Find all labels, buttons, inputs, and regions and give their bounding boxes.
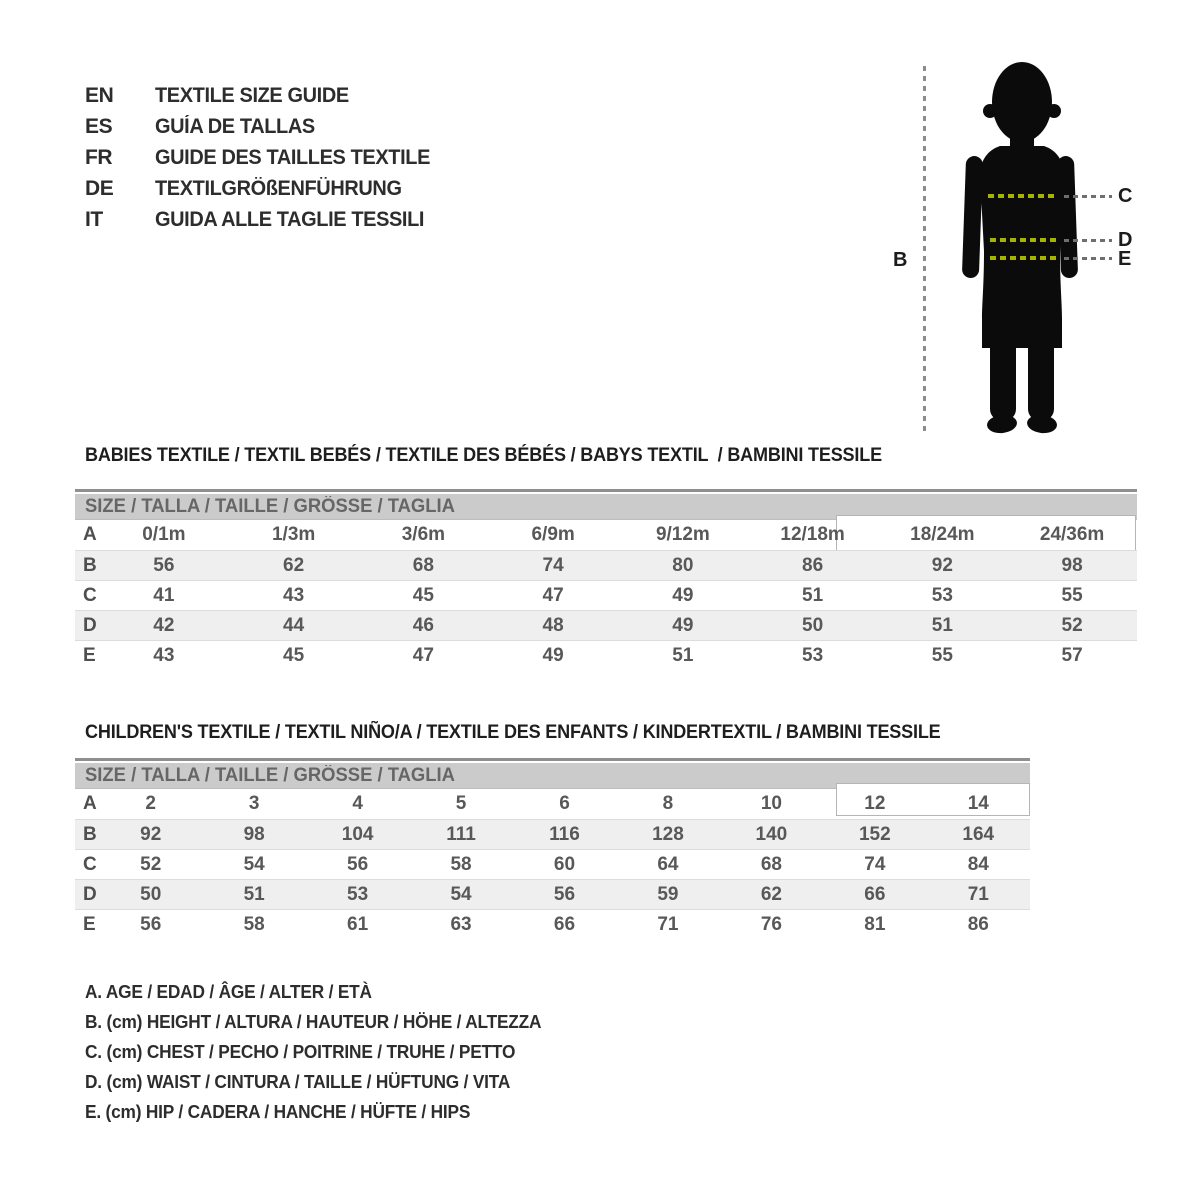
- hip-measure-label: E: [1118, 248, 1132, 270]
- legend-line-hip: E. (cm) HIP / CADERA / HANCHE / HÜFTE / HIPS: [85, 1101, 471, 1122]
- hip-measure-line: [990, 256, 1058, 260]
- table-cell: 18/24m: [910, 524, 975, 545]
- table-cell: 3: [248, 793, 260, 814]
- table-cell: 5: [455, 793, 467, 814]
- table-cell: 98: [243, 823, 265, 845]
- table-cell: 45: [412, 584, 434, 606]
- table-cell: 1/3m: [271, 524, 316, 545]
- language-row: [85, 80, 444, 111]
- table-cell: 56: [140, 913, 162, 935]
- table-cell: 55: [931, 644, 953, 666]
- table-cell: 41: [153, 584, 175, 606]
- table-row: [75, 550, 1137, 580]
- language-code: ES: [85, 114, 113, 138]
- table-row: [75, 909, 1030, 939]
- table-cell: 164: [962, 823, 995, 845]
- chest-measure-line: [988, 194, 1058, 198]
- table-cell: 8: [662, 793, 674, 814]
- table-cell: 3/6m: [401, 524, 446, 545]
- chest-measure-leader: [1064, 195, 1112, 198]
- language-title: TEXTILE SIZE GUIDE: [155, 83, 349, 107]
- table-cell: 43: [153, 644, 175, 666]
- table-cell: 86: [802, 554, 824, 576]
- table-cell: 111: [446, 823, 476, 845]
- table-cell: 62: [283, 554, 305, 576]
- table-row: [75, 610, 1137, 640]
- table-cell: 140: [755, 823, 788, 845]
- row-label: A: [83, 793, 97, 814]
- waist-measure-leader: [1064, 239, 1112, 242]
- height-measure-line: [923, 66, 926, 432]
- language-code: FR: [85, 145, 113, 169]
- size-header-label: SIZE / TALLA / TAILLE / GRÖSSE / TAGLIA: [85, 495, 455, 517]
- table-cell: 74: [542, 554, 564, 576]
- language-code: EN: [85, 83, 114, 107]
- table-cell: 59: [657, 883, 679, 905]
- table-cell: 50: [802, 614, 824, 636]
- table-cell: 54: [450, 883, 472, 905]
- table-cell: 46: [412, 614, 434, 636]
- table-cell: 49: [672, 614, 694, 636]
- table-cell: 14: [967, 793, 989, 814]
- table-cell: 42: [153, 614, 175, 636]
- language-code: DE: [85, 176, 114, 200]
- legend-line-chest: C. (cm) CHEST / PECHO / POITRINE / TRUHE / PETTO: [85, 1041, 516, 1062]
- table-cell: 53: [347, 883, 369, 905]
- table-cell: 2: [145, 793, 156, 814]
- table-cell: 12: [864, 793, 886, 814]
- table-cell: 68: [412, 554, 434, 576]
- table-cell: 51: [931, 614, 953, 636]
- table-cell: 0/1m: [142, 524, 186, 545]
- table-cell: 49: [672, 584, 694, 606]
- table-cell: 57: [1061, 644, 1083, 666]
- table-cell: 52: [1061, 614, 1083, 636]
- table-cell: 71: [657, 913, 679, 935]
- table-cell: 43: [283, 584, 305, 606]
- table-cell: 53: [931, 584, 953, 606]
- table-cell: 60: [553, 853, 576, 875]
- table-cell: 45: [283, 644, 305, 666]
- children-section-title: CHILDREN'S TEXTILE / TEXTIL NIÑO/A / TEXTILE DES ENFANTS / KINDERTEXTIL / BAMBINI TESSILE: [85, 722, 941, 743]
- table-cell: 66: [553, 913, 576, 935]
- language-title: GUIDE DES TAILLES TEXTILE: [155, 145, 430, 169]
- language-code: IT: [85, 207, 103, 231]
- table-cell: 50: [140, 883, 162, 905]
- table-cell: 62: [760, 883, 782, 905]
- table-cell: 92: [140, 823, 162, 845]
- table-cell: 68: [760, 853, 782, 875]
- table-cell: 98: [1061, 554, 1083, 576]
- row-label: B: [83, 823, 97, 845]
- table-cell: 53: [802, 644, 824, 666]
- height-measure-label: B: [893, 249, 908, 271]
- table-cell: 63: [450, 913, 472, 935]
- language-title: TEXTILGRÖßENFÜHRUNG: [155, 176, 402, 200]
- table-cell: 84: [967, 853, 989, 875]
- table-cell: 55: [1061, 584, 1083, 606]
- table-row: [75, 849, 1030, 879]
- table-cell: 24/36m: [1039, 524, 1105, 545]
- table-cell: 54: [243, 853, 265, 875]
- table-cell: 49: [542, 644, 564, 666]
- language-title: GUÍA DE TALLAS: [155, 114, 315, 138]
- table-row: [75, 789, 1030, 819]
- size-header-label: SIZE / TALLA / TAILLE / GRÖSSE / TAGLIA: [85, 764, 455, 786]
- babies-size-table: [75, 489, 1137, 670]
- row-label: C: [83, 853, 97, 875]
- language-row: [85, 111, 444, 142]
- table-cell: 80: [672, 554, 694, 576]
- legend-line-age: A. AGE / EDAD / ÂGE / ALTER / ETÀ: [85, 981, 372, 1002]
- table-cell: 51: [672, 644, 694, 666]
- language-row: [85, 204, 444, 235]
- table-cell: 10: [760, 793, 782, 814]
- table-row: [75, 819, 1030, 849]
- table-cell: 71: [967, 883, 989, 905]
- table-cell: 48: [542, 614, 564, 636]
- table-row: [75, 520, 1137, 550]
- table-cell: 61: [347, 913, 369, 935]
- table-cell: 51: [802, 584, 824, 606]
- table-cell: 56: [347, 853, 369, 875]
- table-cell: 58: [450, 853, 472, 875]
- babies-section-title: BABIES TEXTILE / TEXTIL BEBÉS / TEXTILE DES BÉBÉS / BABYS TEXTIL / BAMBINI TESSILE: [85, 445, 882, 466]
- row-label: E: [83, 644, 96, 666]
- table-cell: 104: [341, 823, 374, 845]
- child-silhouette-image: [950, 56, 1090, 436]
- row-label: B: [83, 554, 97, 576]
- table-cell: 51: [243, 883, 265, 905]
- table-cell: 66: [864, 883, 886, 905]
- table-cell: 56: [153, 554, 175, 576]
- table-cell: 47: [412, 644, 434, 666]
- table-cell: 47: [542, 584, 564, 606]
- table-cell: 12/18m: [780, 524, 845, 545]
- language-row: [85, 173, 444, 204]
- table-cell: 81: [864, 913, 886, 935]
- table-cell: 6: [559, 793, 570, 814]
- table-cell: 44: [283, 614, 305, 636]
- row-label: E: [83, 913, 96, 935]
- row-label: D: [83, 614, 97, 636]
- waist-measure-label: D: [1118, 229, 1133, 251]
- waist-measure-line: [990, 238, 1058, 242]
- children-size-table: [75, 758, 1030, 939]
- table-cell: 92: [931, 554, 953, 576]
- measurement-legend: [85, 977, 560, 1127]
- table-cell: 152: [858, 823, 891, 845]
- row-label: A: [83, 524, 97, 545]
- table-cell: 52: [140, 853, 162, 875]
- children-table-rows: [75, 789, 1030, 939]
- table-cell: 6/9m: [531, 524, 575, 545]
- hip-measure-leader: [1064, 257, 1112, 260]
- table-cell: 9/12m: [655, 524, 710, 545]
- table-row: [75, 879, 1030, 909]
- legend-line-height: B. (cm) HEIGHT / ALTURA / HAUTEUR / HÖHE / ALTEZZA: [85, 1011, 542, 1032]
- language-row: [85, 142, 444, 173]
- language-title: GUIDA ALLE TAGLIE TESSILI: [155, 207, 425, 231]
- babies-table-rows: [75, 520, 1137, 670]
- table-cell: 76: [760, 913, 782, 935]
- language-title-block: [85, 80, 444, 235]
- table-cell: 56: [553, 883, 576, 905]
- table-cell: 64: [657, 853, 679, 875]
- row-label: D: [83, 883, 97, 905]
- table-cell: 58: [243, 913, 265, 935]
- legend-line-waist: D. (cm) WAIST / CINTURA / TAILLE / HÜFTUNG / VITA: [85, 1071, 511, 1092]
- table-cell: 128: [652, 823, 684, 845]
- table-row: [75, 640, 1137, 670]
- chest-measure-label: C: [1118, 185, 1133, 207]
- table-cell: 74: [864, 853, 886, 875]
- table-cell: 86: [967, 913, 989, 935]
- table-cell: 116: [549, 823, 580, 845]
- table-row: [75, 580, 1137, 610]
- table-cell: 4: [352, 793, 363, 814]
- row-label: C: [83, 584, 97, 606]
